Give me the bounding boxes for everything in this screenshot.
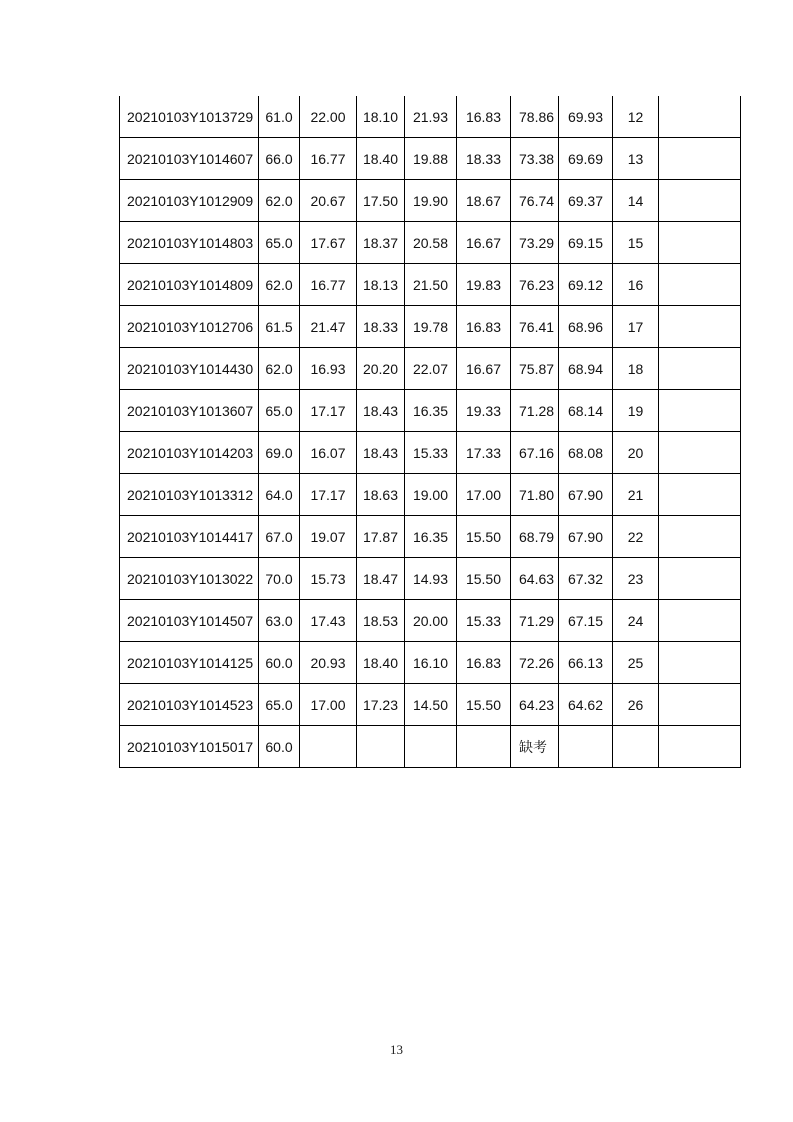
score-cell-5: 16.83 (457, 306, 511, 348)
score-cell-1: 64.0 (259, 474, 300, 516)
table-row (120, 348, 741, 390)
candidate-id-cell: 20210103Y1014430 (120, 348, 259, 390)
table-row (120, 222, 741, 264)
final-score-cell: 67.90 (559, 516, 613, 558)
candidate-id-cell: 20210103Y1013729 (120, 96, 259, 138)
score-cell-3: 20.20 (357, 348, 405, 390)
total-score-cell: 76.23 (511, 264, 559, 306)
score-cell-1: 61.0 (259, 96, 300, 138)
table-row (120, 516, 741, 558)
remark-cell (659, 432, 741, 474)
score-cell-1: 66.0 (259, 138, 300, 180)
remark-cell (659, 474, 741, 516)
table-row (120, 600, 741, 642)
score-cell-4: 19.88 (405, 138, 457, 180)
score-cell-4: 14.50 (405, 684, 457, 726)
score-cell-4: 21.50 (405, 264, 457, 306)
rank-cell: 14 (613, 180, 659, 222)
score-cell-5: 16.83 (457, 96, 511, 138)
score-cell-3: 18.10 (357, 96, 405, 138)
rank-cell: 16 (613, 264, 659, 306)
score-cell-4: 20.00 (405, 600, 457, 642)
score-cell-3: 18.40 (357, 642, 405, 684)
total-score-cell: 71.29 (511, 600, 559, 642)
final-score-cell: 69.12 (559, 264, 613, 306)
score-cell-3: 18.33 (357, 306, 405, 348)
score-cell-4: 14.93 (405, 558, 457, 600)
score-cell-4: 22.07 (405, 348, 457, 390)
score-cell-2: 19.07 (300, 516, 357, 558)
score-cell-3: 18.40 (357, 138, 405, 180)
final-score-cell: 69.69 (559, 138, 613, 180)
rank-cell: 21 (613, 474, 659, 516)
final-score-cell: 68.08 (559, 432, 613, 474)
score-cell-3: 18.37 (357, 222, 405, 264)
remark-cell (659, 558, 741, 600)
score-cell-2: 21.47 (300, 306, 357, 348)
remark-cell (659, 96, 741, 138)
score-cell-3 (357, 726, 405, 768)
score-cell-4: 20.58 (405, 222, 457, 264)
remark-cell (659, 516, 741, 558)
candidate-id-cell: 20210103Y1014417 (120, 516, 259, 558)
score-cell-1: 70.0 (259, 558, 300, 600)
score-cell-3: 18.43 (357, 390, 405, 432)
remark-cell (659, 306, 741, 348)
score-cell-1: 67.0 (259, 516, 300, 558)
rank-cell: 24 (613, 600, 659, 642)
score-cell-3: 18.43 (357, 432, 405, 474)
score-cell-3: 17.87 (357, 516, 405, 558)
score-cell-3: 18.13 (357, 264, 405, 306)
final-score-cell: 68.14 (559, 390, 613, 432)
final-score-cell: 68.96 (559, 306, 613, 348)
score-cell-3: 18.47 (357, 558, 405, 600)
total-score-cell: 75.87 (511, 348, 559, 390)
score-cell-1: 62.0 (259, 264, 300, 306)
rank-cell: 20 (613, 432, 659, 474)
total-score-cell: 64.63 (511, 558, 559, 600)
rank-cell: 19 (613, 390, 659, 432)
table-row (120, 96, 741, 138)
score-cell-5: 15.50 (457, 558, 511, 600)
score-cell-2: 16.07 (300, 432, 357, 474)
score-cell-2: 16.93 (300, 348, 357, 390)
score-cell-2: 20.93 (300, 642, 357, 684)
score-cell-5: 19.33 (457, 390, 511, 432)
rank-cell: 23 (613, 558, 659, 600)
rank-cell: 18 (613, 348, 659, 390)
candidate-id-cell: 20210103Y1014125 (120, 642, 259, 684)
score-cell-2: 20.67 (300, 180, 357, 222)
rank-cell (613, 726, 659, 768)
candidate-id-cell: 20210103Y1012706 (120, 306, 259, 348)
score-cell-1: 69.0 (259, 432, 300, 474)
total-score-cell: 76.41 (511, 306, 559, 348)
candidate-id-cell: 20210103Y1013607 (120, 390, 259, 432)
table-row (120, 306, 741, 348)
score-cell-4: 19.78 (405, 306, 457, 348)
candidate-id-cell: 20210103Y1014809 (120, 264, 259, 306)
score-cell-4: 16.35 (405, 390, 457, 432)
candidate-id-cell: 20210103Y1014507 (120, 600, 259, 642)
candidate-id-cell: 20210103Y1014803 (120, 222, 259, 264)
score-cell-4: 16.35 (405, 516, 457, 558)
final-score-cell: 67.90 (559, 474, 613, 516)
remark-cell (659, 348, 741, 390)
score-cell-1: 65.0 (259, 222, 300, 264)
score-cell-5: 16.83 (457, 642, 511, 684)
score-cell-2: 22.00 (300, 96, 357, 138)
remark-cell (659, 600, 741, 642)
score-cell-4: 15.33 (405, 432, 457, 474)
rank-cell: 17 (613, 306, 659, 348)
remark-cell (659, 264, 741, 306)
score-cell-1: 62.0 (259, 348, 300, 390)
score-table (119, 96, 741, 768)
score-cell-3: 18.63 (357, 474, 405, 516)
candidate-id-cell: 20210103Y1014607 (120, 138, 259, 180)
table-row (120, 432, 741, 474)
table-row (120, 474, 741, 516)
score-cell-2: 15.73 (300, 558, 357, 600)
final-score-cell: 68.94 (559, 348, 613, 390)
remark-cell (659, 180, 741, 222)
score-cell-5: 19.83 (457, 264, 511, 306)
score-cell-5: 18.33 (457, 138, 511, 180)
final-score-cell: 69.15 (559, 222, 613, 264)
total-score-cell: 71.28 (511, 390, 559, 432)
score-cell-5: 15.33 (457, 600, 511, 642)
score-cell-5: 18.67 (457, 180, 511, 222)
total-score-cell: 73.38 (511, 138, 559, 180)
final-score-cell: 66.13 (559, 642, 613, 684)
score-cell-2: 17.43 (300, 600, 357, 642)
score-cell-2: 17.67 (300, 222, 357, 264)
table-row (120, 390, 741, 432)
remark-cell (659, 222, 741, 264)
candidate-id-cell: 20210103Y1013312 (120, 474, 259, 516)
rank-cell: 26 (613, 684, 659, 726)
total-score-cell: 78.86 (511, 96, 559, 138)
score-cell-5: 17.33 (457, 432, 511, 474)
remark-cell (659, 390, 741, 432)
score-cell-2 (300, 726, 357, 768)
score-cell-2: 17.17 (300, 474, 357, 516)
candidate-id-cell: 20210103Y1015017 (120, 726, 259, 768)
score-cell-1: 60.0 (259, 726, 300, 768)
rank-cell: 12 (613, 96, 659, 138)
score-cell-3: 17.50 (357, 180, 405, 222)
table-row (120, 138, 741, 180)
final-score-cell: 64.62 (559, 684, 613, 726)
table-row (120, 558, 741, 600)
score-cell-3: 18.53 (357, 600, 405, 642)
remark-cell (659, 138, 741, 180)
score-cell-5: 15.50 (457, 516, 511, 558)
score-cell-4: 19.90 (405, 180, 457, 222)
remark-cell (659, 642, 741, 684)
score-cell-5: 17.00 (457, 474, 511, 516)
score-cell-1: 63.0 (259, 600, 300, 642)
rank-cell: 13 (613, 138, 659, 180)
score-cell-1: 60.0 (259, 642, 300, 684)
score-cell-5: 16.67 (457, 348, 511, 390)
score-cell-5 (457, 726, 511, 768)
total-score-cell: 76.74 (511, 180, 559, 222)
total-score-cell: 64.23 (511, 684, 559, 726)
candidate-id-cell: 20210103Y1012909 (120, 180, 259, 222)
candidate-id-cell: 20210103Y1013022 (120, 558, 259, 600)
final-score-cell: 67.32 (559, 558, 613, 600)
total-score-cell: 72.26 (511, 642, 559, 684)
score-cell-5: 15.50 (457, 684, 511, 726)
score-cell-4: 16.10 (405, 642, 457, 684)
total-score-cell: 73.29 (511, 222, 559, 264)
score-cell-5: 16.67 (457, 222, 511, 264)
total-score-cell: 71.80 (511, 474, 559, 516)
total-score-cell: 67.16 (511, 432, 559, 474)
remark-cell (659, 726, 741, 768)
score-cell-1: 65.0 (259, 390, 300, 432)
table-row (120, 684, 741, 726)
score-cell-4: 21.93 (405, 96, 457, 138)
score-table-body (120, 96, 741, 768)
score-cell-4 (405, 726, 457, 768)
remark-cell (659, 684, 741, 726)
rank-cell: 22 (613, 516, 659, 558)
total-score-cell: 68.79 (511, 516, 559, 558)
final-score-cell: 69.37 (559, 180, 613, 222)
table-row (120, 642, 741, 684)
rank-cell: 25 (613, 642, 659, 684)
score-cell-1: 61.5 (259, 306, 300, 348)
page-number: 13 (390, 1042, 403, 1057)
candidate-id-cell: 20210103Y1014523 (120, 684, 259, 726)
score-cell-4: 19.00 (405, 474, 457, 516)
candidate-id-cell: 20210103Y1014203 (120, 432, 259, 474)
final-score-cell (559, 726, 613, 768)
total-score-cell: 缺考 (511, 726, 559, 768)
table-row (120, 264, 741, 306)
table-row (120, 726, 741, 768)
final-score-cell: 67.15 (559, 600, 613, 642)
final-score-cell: 69.93 (559, 96, 613, 138)
score-cell-2: 17.00 (300, 684, 357, 726)
score-cell-2: 17.17 (300, 390, 357, 432)
table-row (120, 180, 741, 222)
rank-cell: 15 (613, 222, 659, 264)
score-cell-2: 16.77 (300, 138, 357, 180)
score-cell-2: 16.77 (300, 264, 357, 306)
score-cell-1: 65.0 (259, 684, 300, 726)
score-cell-1: 62.0 (259, 180, 300, 222)
score-cell-3: 17.23 (357, 684, 405, 726)
